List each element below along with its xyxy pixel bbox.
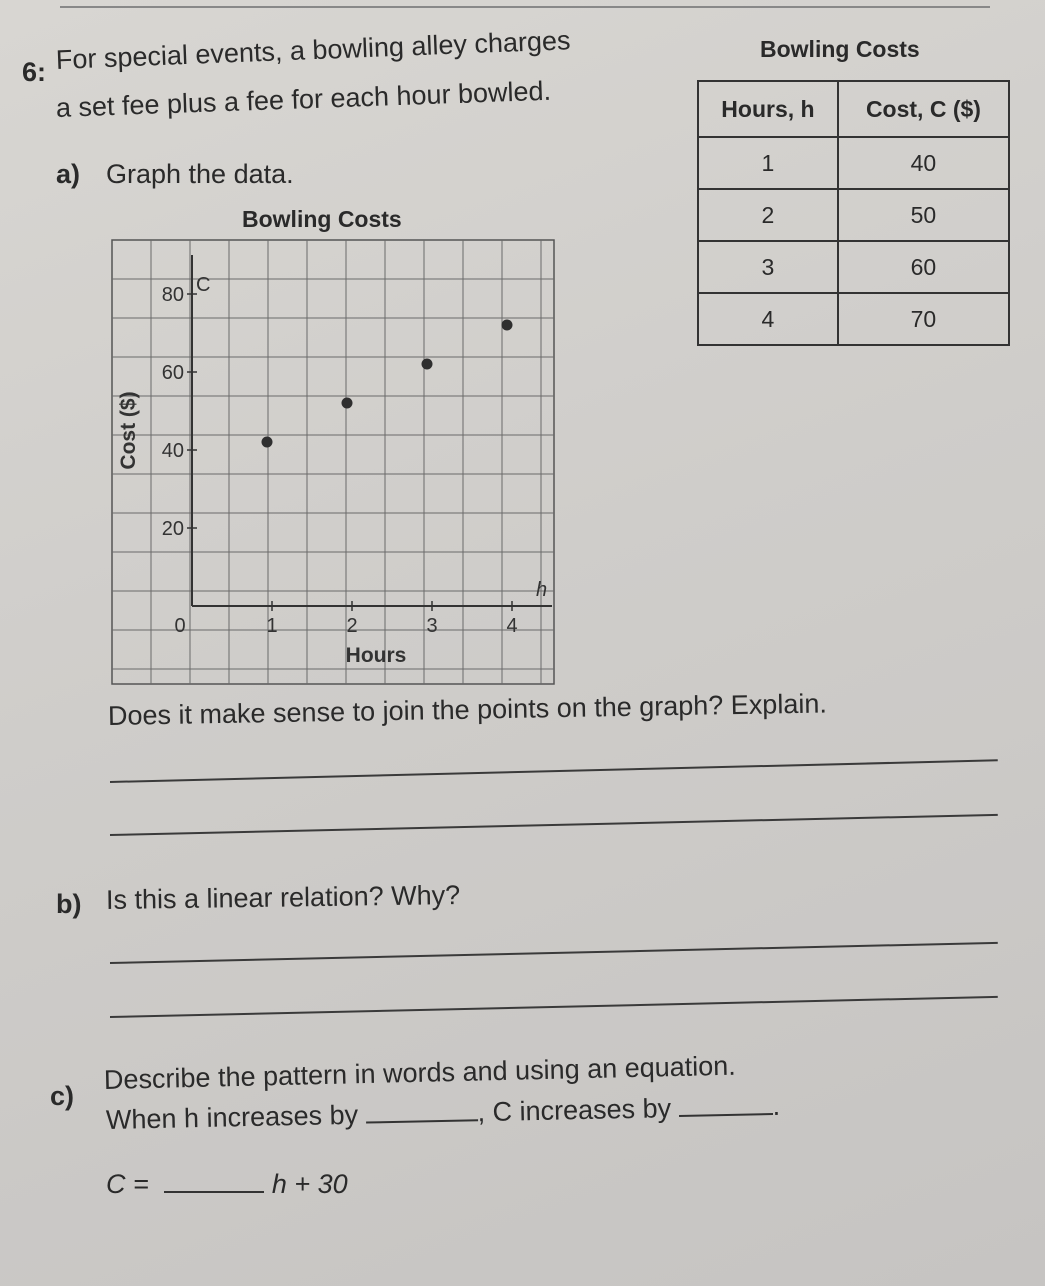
- blank-equation-slope[interactable]: [164, 1191, 264, 1193]
- equation-lhs: C =: [106, 1169, 149, 1199]
- y-axis-variable: C: [196, 274, 211, 296]
- table-header-cost: Cost, C ($): [838, 81, 1009, 137]
- x-tick-label: 2: [346, 615, 358, 637]
- question-intro-line2: a set fee plus a fee for each hour bowled.: [55, 75, 552, 123]
- table-row: [698, 241, 1009, 293]
- chart-title: Bowling Costs: [242, 206, 402, 232]
- y-tick-label: 80: [161, 284, 184, 306]
- part-c-sentence-part2: , C increases by: [477, 1093, 672, 1128]
- data-point: [502, 320, 513, 331]
- answer-line-b2[interactable]: [110, 996, 998, 1018]
- data-point: [262, 437, 273, 448]
- x-tick-label: 1: [266, 615, 278, 637]
- page-top-rule: [60, 0, 990, 8]
- bowling-costs-table: [697, 80, 1010, 346]
- y-tick-label: 60: [161, 362, 184, 384]
- table-cell: 40: [838, 137, 1009, 189]
- blank-h-increase[interactable]: [366, 1119, 478, 1123]
- blank-c-increase[interactable]: [679, 1113, 773, 1117]
- part-c-sentence-part1: When h increases by: [105, 1099, 359, 1135]
- x-tick-label: 4: [506, 615, 518, 637]
- answer-line-b1[interactable]: [110, 942, 998, 964]
- bowling-costs-chart: [110, 238, 558, 688]
- table-cell: 50: [838, 189, 1009, 241]
- x-axis-title: Hours: [345, 644, 407, 667]
- part-c-label: c): [50, 1081, 75, 1111]
- table-cell: 4: [698, 293, 838, 345]
- x-axis-variable: h: [536, 579, 548, 601]
- part-a-followup: Does it make sense to join the points on the graph? Explain.: [107, 688, 828, 731]
- answer-line-a1[interactable]: [110, 759, 998, 783]
- table-row: [698, 189, 1009, 241]
- table-row: [698, 137, 1009, 189]
- answer-line-a2[interactable]: [110, 814, 998, 836]
- table-cell: 70: [838, 293, 1009, 345]
- chart-ticks: [117, 274, 547, 667]
- data-point: [422, 359, 433, 370]
- y-tick-label: 40: [161, 440, 184, 462]
- part-a-text: Graph the data.: [106, 159, 294, 189]
- table-title: Bowling Costs: [760, 36, 920, 62]
- part-c-sentence: [106, 1090, 781, 1138]
- part-a-label: a): [56, 159, 81, 189]
- table-cell: 1: [698, 137, 838, 189]
- equation-rhs: h + 30: [271, 1169, 348, 1199]
- data-point: [342, 398, 353, 409]
- part-c-equation: [106, 1168, 348, 1202]
- table-header-hours: Hours, h: [698, 81, 838, 137]
- table-cell: 3: [698, 241, 838, 293]
- part-b-label: b): [56, 889, 82, 919]
- y-axis-title: Cost ($): [117, 391, 140, 470]
- part-c-text: Describe the pattern in words and using an equation.: [103, 1050, 737, 1095]
- part-c-sentence-end: .: [772, 1090, 781, 1122]
- part-b-text: Is this a linear relation? Why?: [105, 880, 461, 915]
- x-tick-label: 0: [174, 615, 186, 637]
- x-tick-label: 3: [426, 615, 438, 637]
- table-row: [698, 293, 1009, 345]
- chart-axes: [192, 255, 552, 606]
- y-tick-label: 20: [161, 518, 184, 540]
- question-number: 6:: [22, 57, 47, 87]
- chart-points: [262, 320, 513, 448]
- table-cell: 2: [698, 189, 838, 241]
- table-cell: 60: [838, 241, 1009, 293]
- question-intro-line1: For special events, a bowling alley charges: [55, 25, 571, 75]
